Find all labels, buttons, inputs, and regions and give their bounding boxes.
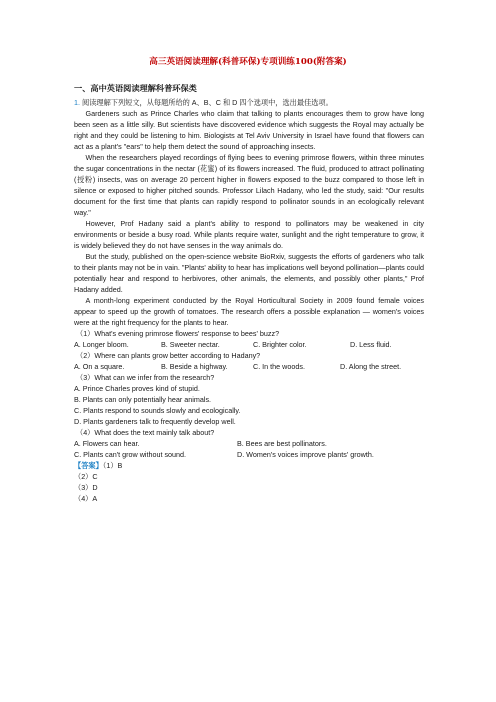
- question-number: 1.: [74, 98, 80, 107]
- passage-paragraph: However, Prof Hadany said a plant's ability to respond to pollinators may be weakened in city environments or beside a busy road. While plants require water, sunlight and the right temperature to grow, it is widely believed they do not have senses in the way animals do.: [74, 219, 424, 250]
- section-heading: 一、高中英语阅读理解科普环保类: [74, 83, 197, 93]
- option: B. Sweeter nectar.: [161, 340, 220, 349]
- option: D. Along the street.: [340, 362, 402, 371]
- option: A. Longer bloom.: [74, 340, 129, 349]
- document-title: 高三英语阅读理解(科普环保)专项训练100(附答案): [149, 57, 347, 67]
- options-row: [74, 438, 424, 449]
- option: B. Plants can only potentially hear animals.: [74, 395, 212, 404]
- answer-item: （3）D: [74, 483, 98, 492]
- question-instruction-line: [74, 97, 424, 108]
- option: C. Plants respond to sounds slowly and ecologically.: [74, 406, 241, 415]
- question-stem: （4）What does the text mainly talk about?: [76, 428, 215, 437]
- option: D. Women's voices improve plants' growth.: [237, 450, 374, 459]
- option: A. Prince Charles proves kind of stupid.: [74, 384, 200, 393]
- options-row: [74, 339, 424, 350]
- passage-paragraph: Gardeners such as Prince Charles who claim that talking to plants encourages them to grow have long been seen as a little silly. But scientists have discovered evidence which suggests the Royal may actually be right and they could be listening to him. Biologists at Tel Aviv University in Israel have found that flowers can act as a plant's "ears" to help them detect the sound of approaching insects.: [74, 109, 424, 151]
- options-row: [74, 449, 424, 460]
- question-stem: （3）What can we infer from the research?: [76, 373, 215, 382]
- answer-item: （4）A: [74, 494, 98, 503]
- option: D. Plants gardeners talk to frequently develop well.: [74, 417, 236, 426]
- answer-item: （1）B: [102, 461, 123, 470]
- option: D. Less fluid.: [350, 340, 392, 349]
- question-stem: （1）What's evening primrose flowers' response to bees' buzz?: [76, 329, 280, 338]
- passage: [74, 108, 424, 328]
- question-instruction: 阅读理解下列短文，从每题所给的 A、B、C 和 D 四个选项中，选出最佳选项。: [82, 98, 333, 107]
- passage-paragraph: But the study, published on the open-science website BioRxiv, suggests the efforts of gardeners who talk to their plants may not be in vain. "Plants' ability to hear has implications well beyond pollination—plants could potentially hear and respond to herbivores, other animals, the elements, and possibly other plants," Prof Hadany added.: [74, 252, 424, 294]
- option: A. On a square.: [74, 362, 125, 371]
- answer-tag: 【答案】: [74, 461, 103, 470]
- option: A. Flowers can hear.: [74, 439, 140, 448]
- option: C. Brighter color.: [253, 340, 307, 349]
- passage-paragraph: A month-long experiment conducted by the Royal Horticultural Society in 2009 found female voices appear to speed up the growth of tomatoes. The research offers a possible explanation — women's voices were at the right frequency for the plants to hear.: [74, 296, 424, 327]
- answer-item: （2）C: [74, 472, 98, 481]
- option: B. Beside a highway.: [161, 362, 228, 371]
- passage-paragraph: When the researchers played recordings of flying bees to evening primrose flowers, within three minutes the sugar concentrations in the nectar (花蜜) of its flowers increased. The fluid, produced to attract pollinating (授粉) insects, was on average 20 percent higher in flowers exposed to the buzz compared to those left in silence or exposed to higher pitched sounds. Professor Lilach Hadany, who led the study, said: "Our results document for the first time that plants can rapidly respond to pollinator sounds in an ecologically relevant way.": [74, 153, 424, 217]
- options-row: [74, 361, 424, 372]
- option: B. Bees are best pollinators.: [237, 439, 327, 448]
- option: C. Plants can't grow without sound.: [74, 450, 187, 459]
- answer-line: [74, 460, 424, 471]
- option: C. In the woods.: [253, 362, 305, 371]
- question-content: [74, 97, 424, 504]
- question-stem: （2）Where can plants grow better according to Hadany?: [76, 351, 261, 360]
